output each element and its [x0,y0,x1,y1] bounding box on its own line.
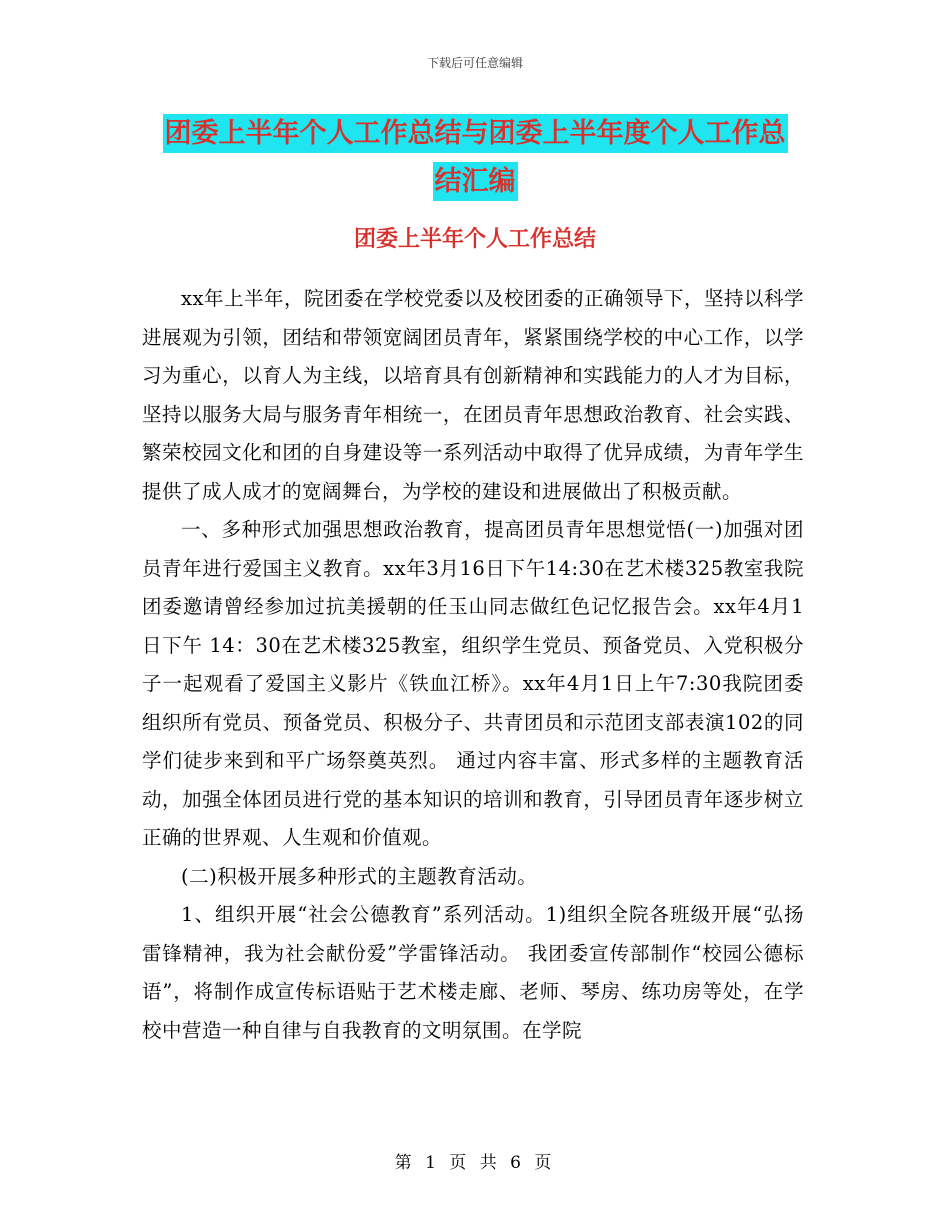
section-title: 团委上半年个人工作总结 [353,227,596,252]
title-line-1: 团委上半年个人工作总结与团委上半年度个人工作总 [163,114,788,153]
paragraph: 一、多种形式加强思想政治教育，提高团员青年思想觉悟(一)加强对团员青年进行爱国主义教育。xx年3月16日下午14:30在艺术楼325教室我院团委邀请曾经参加过抗美援朝的任玉山同志做红色记忆报告会。xx年4月1日下午 14：30在艺术楼325教室，组织学生党员、预备党员、入党积极分子一起观看了爱国主义影片《铁血江桥》。xx年4月1日上午7:30我院团委组织所有党员、预备党员、积极分子、共青团员和示范团支部表演102的同学们徒步来到和平广场祭奠英烈。 通过内容丰富、形式多样的主题教育活动，加强全体团员进行党的基本知识的培训和教育，引导团员青年逐步树立正确的世界观、人生观和价值观。 [142,518,804,849]
paragraph: 1、组织开展“社会公德教育”系列活动。1)组织全院各班级开展“弘扬雷锋精神，我为社会献份爱”学雷锋活动。 我团委宣传部制作“校园公德标语”，将制作成宣传标语贴于艺术楼走廊、老师、琴房、练功房等处，在学校中营造一种自律与自我教育的文明氛围。在学院 [142,903,804,1042]
paragraph: (二)积极开展多种形式的主题教育活动。 [181,864,538,888]
document-title [140,110,810,206]
page-footer: 第 1 页 共 6 页 [394,1153,556,1173]
paragraph: xx年上半年，院团委在学校党委以及校团委的正确领导下，坚持以科学进展观为引领，团结和带领宽阔团员青年，紧紧围绕学校的中心工作，以学习为重心，以育人为主线，以培育具有创新精神和实践能力的人才为目标，坚持以服务大局与服务青年相统一，在团员青年思想政治教育、社会实践、繁荣校园文化和团的自身建设等一系列活动中取得了优异成绩，为青年学生提供了成人成才的宽阔舞台，为学校的建设和进展做出了积极贡献。 [142,287,804,503]
header-note: 下载后可任意编辑 [426,56,523,70]
body-text [142,280,804,1050]
title-line-2: 结汇编 [433,162,518,201]
